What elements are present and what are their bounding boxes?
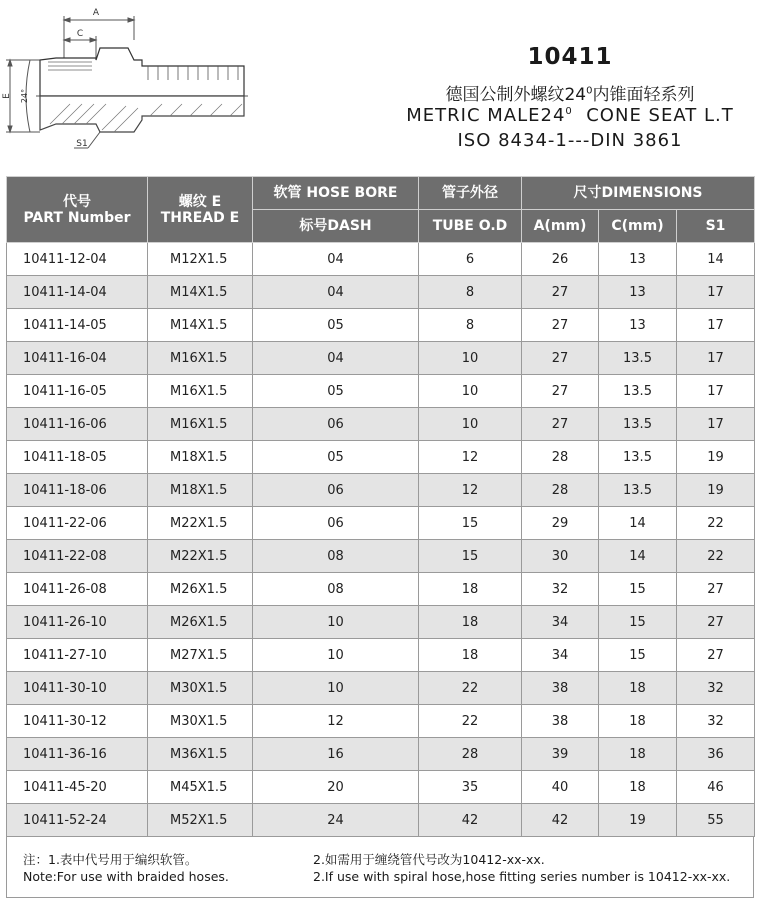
cell-tube-od: 6	[419, 243, 522, 276]
cell-dim-s1: 17	[677, 408, 755, 441]
cell-dim-a: 34	[522, 606, 599, 639]
cell-dim-s1: 32	[677, 705, 755, 738]
cell-dim-c: 13.5	[599, 474, 677, 507]
cell-part-number: 10411-22-08	[7, 540, 148, 573]
table-row	[7, 441, 755, 474]
dim-s1-label: S1	[76, 139, 88, 149]
notes-box	[6, 836, 754, 898]
cell-dash: 12	[253, 705, 419, 738]
cell-dim-s1: 17	[677, 342, 755, 375]
header-thread: 螺纹 E THREAD E	[148, 177, 253, 243]
cell-tube-od: 18	[419, 606, 522, 639]
cell-part-number: 10411-14-05	[7, 309, 148, 342]
header-part-number: 代号 PART Number	[7, 177, 148, 243]
header-tube-od: TUBE O.D	[419, 210, 522, 243]
cell-tube-od: 28	[419, 738, 522, 771]
cell-dim-a: 26	[522, 243, 599, 276]
cell-thread: M30X1.5	[148, 672, 253, 705]
product-code: 10411	[527, 44, 613, 70]
cell-dim-a: 28	[522, 441, 599, 474]
cell-dash: 04	[253, 276, 419, 309]
cell-dim-a: 27	[522, 309, 599, 342]
cell-dim-a: 30	[522, 540, 599, 573]
cell-thread: M26X1.5	[148, 573, 253, 606]
header-hose-bore: 软管 HOSE BORE	[253, 177, 419, 210]
cell-dim-s1: 27	[677, 573, 755, 606]
cell-tube-od: 18	[419, 573, 522, 606]
cell-dim-s1: 32	[677, 672, 755, 705]
cell-thread: M16X1.5	[148, 342, 253, 375]
cell-tube-od: 18	[419, 639, 522, 672]
cell-part-number: 10411-16-06	[7, 408, 148, 441]
cell-dim-c: 13	[599, 309, 677, 342]
table-row	[7, 606, 755, 639]
header-dimensions: 尺寸DIMENSIONS	[522, 177, 755, 210]
cell-thread: M22X1.5	[148, 540, 253, 573]
cell-tube-od: 10	[419, 408, 522, 441]
table-row	[7, 276, 755, 309]
table-row	[7, 474, 755, 507]
cell-dim-c: 14	[599, 507, 677, 540]
cell-dim-c: 18	[599, 771, 677, 804]
cell-dash: 05	[253, 375, 419, 408]
cell-dash: 20	[253, 771, 419, 804]
table-row	[7, 507, 755, 540]
cell-dim-c: 13.5	[599, 408, 677, 441]
note-2	[313, 851, 730, 885]
cell-dim-c: 14	[599, 540, 677, 573]
cell-dash: 05	[253, 441, 419, 474]
cell-dim-a: 27	[522, 276, 599, 309]
header-dash: 标号DASH	[253, 210, 419, 243]
spec-table	[6, 176, 755, 837]
cell-tube-od: 22	[419, 705, 522, 738]
cell-dim-c: 19	[599, 804, 677, 837]
header-dim-a: A(mm)	[522, 210, 599, 243]
cell-part-number: 10411-30-12	[7, 705, 148, 738]
cell-thread: M36X1.5	[148, 738, 253, 771]
cell-tube-od: 10	[419, 342, 522, 375]
cell-tube-od: 10	[419, 375, 522, 408]
cell-dim-a: 40	[522, 771, 599, 804]
cell-thread: M16X1.5	[148, 375, 253, 408]
cell-part-number: 10411-12-04	[7, 243, 148, 276]
cell-part-number: 10411-16-05	[7, 375, 148, 408]
cell-tube-od: 8	[419, 276, 522, 309]
cell-dim-s1: 36	[677, 738, 755, 771]
cell-dim-c: 13	[599, 243, 677, 276]
dim-a-label: A	[92, 8, 100, 18]
spec-table-body	[7, 243, 755, 837]
cell-dim-a: 27	[522, 375, 599, 408]
english-title-rest: CONE SEAT L.T	[572, 105, 734, 126]
cell-dim-a: 32	[522, 573, 599, 606]
cell-tube-od: 22	[419, 672, 522, 705]
table-row	[7, 342, 755, 375]
cell-dim-c: 13.5	[599, 441, 677, 474]
table-row	[7, 573, 755, 606]
chinese-title	[380, 80, 760, 105]
note-1	[23, 851, 229, 885]
cell-dim-s1: 27	[677, 639, 755, 672]
cell-tube-od: 8	[419, 309, 522, 342]
english-title	[380, 105, 760, 126]
cell-thread: M30X1.5	[148, 705, 253, 738]
table-row	[7, 540, 755, 573]
cell-dim-a: 38	[522, 705, 599, 738]
cell-dash: 10	[253, 639, 419, 672]
table-row	[7, 771, 755, 804]
cell-dim-s1: 22	[677, 507, 755, 540]
cell-thread: M22X1.5	[148, 507, 253, 540]
cell-thread: M18X1.5	[148, 441, 253, 474]
cell-thread: M16X1.5	[148, 408, 253, 441]
cell-part-number: 10411-52-24	[7, 804, 148, 837]
header-dim-c: C(mm)	[599, 210, 677, 243]
cell-thread: M14X1.5	[148, 309, 253, 342]
cell-dim-s1: 46	[677, 771, 755, 804]
note-2-en: 2.If use with spiral hose,hose fitting series number is 10412-xx-xx.	[313, 869, 731, 884]
table-row	[7, 705, 755, 738]
cell-dim-c: 15	[599, 573, 677, 606]
table-row	[7, 804, 755, 837]
cell-dim-a: 27	[522, 408, 599, 441]
note-1-en: Note:For use with braided hoses.	[23, 869, 229, 884]
cell-dim-a: 34	[522, 639, 599, 672]
header-tube-cn: 管子外径	[419, 177, 522, 210]
cell-thread: M52X1.5	[148, 804, 253, 837]
cell-dim-s1: 17	[677, 375, 755, 408]
angle-label: 24°	[20, 88, 29, 104]
cell-dash: 05	[253, 309, 419, 342]
cell-dim-c: 18	[599, 738, 677, 771]
cell-dim-s1: 14	[677, 243, 755, 276]
cell-dash: 06	[253, 507, 419, 540]
cell-part-number: 10411-16-04	[7, 342, 148, 375]
cell-dim-a: 39	[522, 738, 599, 771]
cell-dash: 24	[253, 804, 419, 837]
cell-dash: 10	[253, 606, 419, 639]
english-title-degree: 0	[565, 106, 573, 117]
cell-dash: 04	[253, 243, 419, 276]
cell-dim-c: 13.5	[599, 342, 677, 375]
cell-dim-s1: 19	[677, 441, 755, 474]
cell-dim-c: 15	[599, 606, 677, 639]
chinese-title-rest: 内锥面轻系列	[592, 85, 695, 105]
cell-dash: 04	[253, 342, 419, 375]
table-row	[7, 738, 755, 771]
cell-dim-c: 18	[599, 705, 677, 738]
cell-dim-s1: 17	[677, 309, 755, 342]
cell-tube-od: 42	[419, 804, 522, 837]
cell-tube-od: 12	[419, 474, 522, 507]
table-row	[7, 309, 755, 342]
cell-dim-c: 15	[599, 639, 677, 672]
cell-thread: M18X1.5	[148, 474, 253, 507]
cell-dim-a: 42	[522, 804, 599, 837]
cell-part-number: 10411-30-10	[7, 672, 148, 705]
cell-thread: M14X1.5	[148, 276, 253, 309]
table-row	[7, 672, 755, 705]
cell-part-number: 10411-26-10	[7, 606, 148, 639]
dim-c-label: C	[76, 29, 84, 39]
header-dim-s1: S1	[677, 210, 755, 243]
cell-dim-a: 38	[522, 672, 599, 705]
cell-dim-s1: 19	[677, 474, 755, 507]
note-1-cn: 注：1.表中代号用于编织软管。	[23, 852, 198, 867]
cell-thread: M45X1.5	[148, 771, 253, 804]
cell-dim-a: 29	[522, 507, 599, 540]
table-row	[7, 639, 755, 672]
note-2-cn: 2.如需用于缠绕管代号改为10412-xx-xx.	[313, 852, 545, 867]
chinese-title-main: 德国公制外螺纹24	[445, 85, 587, 105]
cell-dash: 06	[253, 408, 419, 441]
dim-e-label: E	[2, 93, 12, 99]
chinese-title-degree: 0	[586, 85, 593, 97]
cell-tube-od: 35	[419, 771, 522, 804]
cell-dash: 16	[253, 738, 419, 771]
cell-dash: 08	[253, 573, 419, 606]
cell-dim-a: 27	[522, 342, 599, 375]
cell-thread: M12X1.5	[148, 243, 253, 276]
cell-part-number: 10411-27-10	[7, 639, 148, 672]
cell-tube-od: 15	[419, 540, 522, 573]
fitting-drawing	[0, 0, 250, 160]
cell-dim-a: 28	[522, 474, 599, 507]
cell-thread: M27X1.5	[148, 639, 253, 672]
cell-dim-s1: 17	[677, 276, 755, 309]
cell-dim-s1: 27	[677, 606, 755, 639]
standard-reference: ISO 8434-1---DIN 3861	[457, 130, 683, 151]
cell-dash: 10	[253, 672, 419, 705]
cell-dash: 06	[253, 474, 419, 507]
cell-part-number: 10411-14-04	[7, 276, 148, 309]
cell-dim-s1: 55	[677, 804, 755, 837]
cell-part-number: 10411-26-08	[7, 573, 148, 606]
cell-part-number: 10411-18-06	[7, 474, 148, 507]
cell-thread: M26X1.5	[148, 606, 253, 639]
cell-part-number: 10411-22-06	[7, 507, 148, 540]
cell-dim-c: 18	[599, 672, 677, 705]
table-row	[7, 243, 755, 276]
cell-part-number: 10411-45-20	[7, 771, 148, 804]
cell-tube-od: 12	[419, 441, 522, 474]
cell-part-number: 10411-18-05	[7, 441, 148, 474]
cell-dash: 08	[253, 540, 419, 573]
table-row	[7, 408, 755, 441]
cell-dim-c: 13.5	[599, 375, 677, 408]
cell-dim-c: 13	[599, 276, 677, 309]
table-row	[7, 375, 755, 408]
cell-tube-od: 15	[419, 507, 522, 540]
cell-dim-s1: 22	[677, 540, 755, 573]
cell-part-number: 10411-36-16	[7, 738, 148, 771]
english-title-main: METRIC MALE24	[406, 105, 566, 126]
